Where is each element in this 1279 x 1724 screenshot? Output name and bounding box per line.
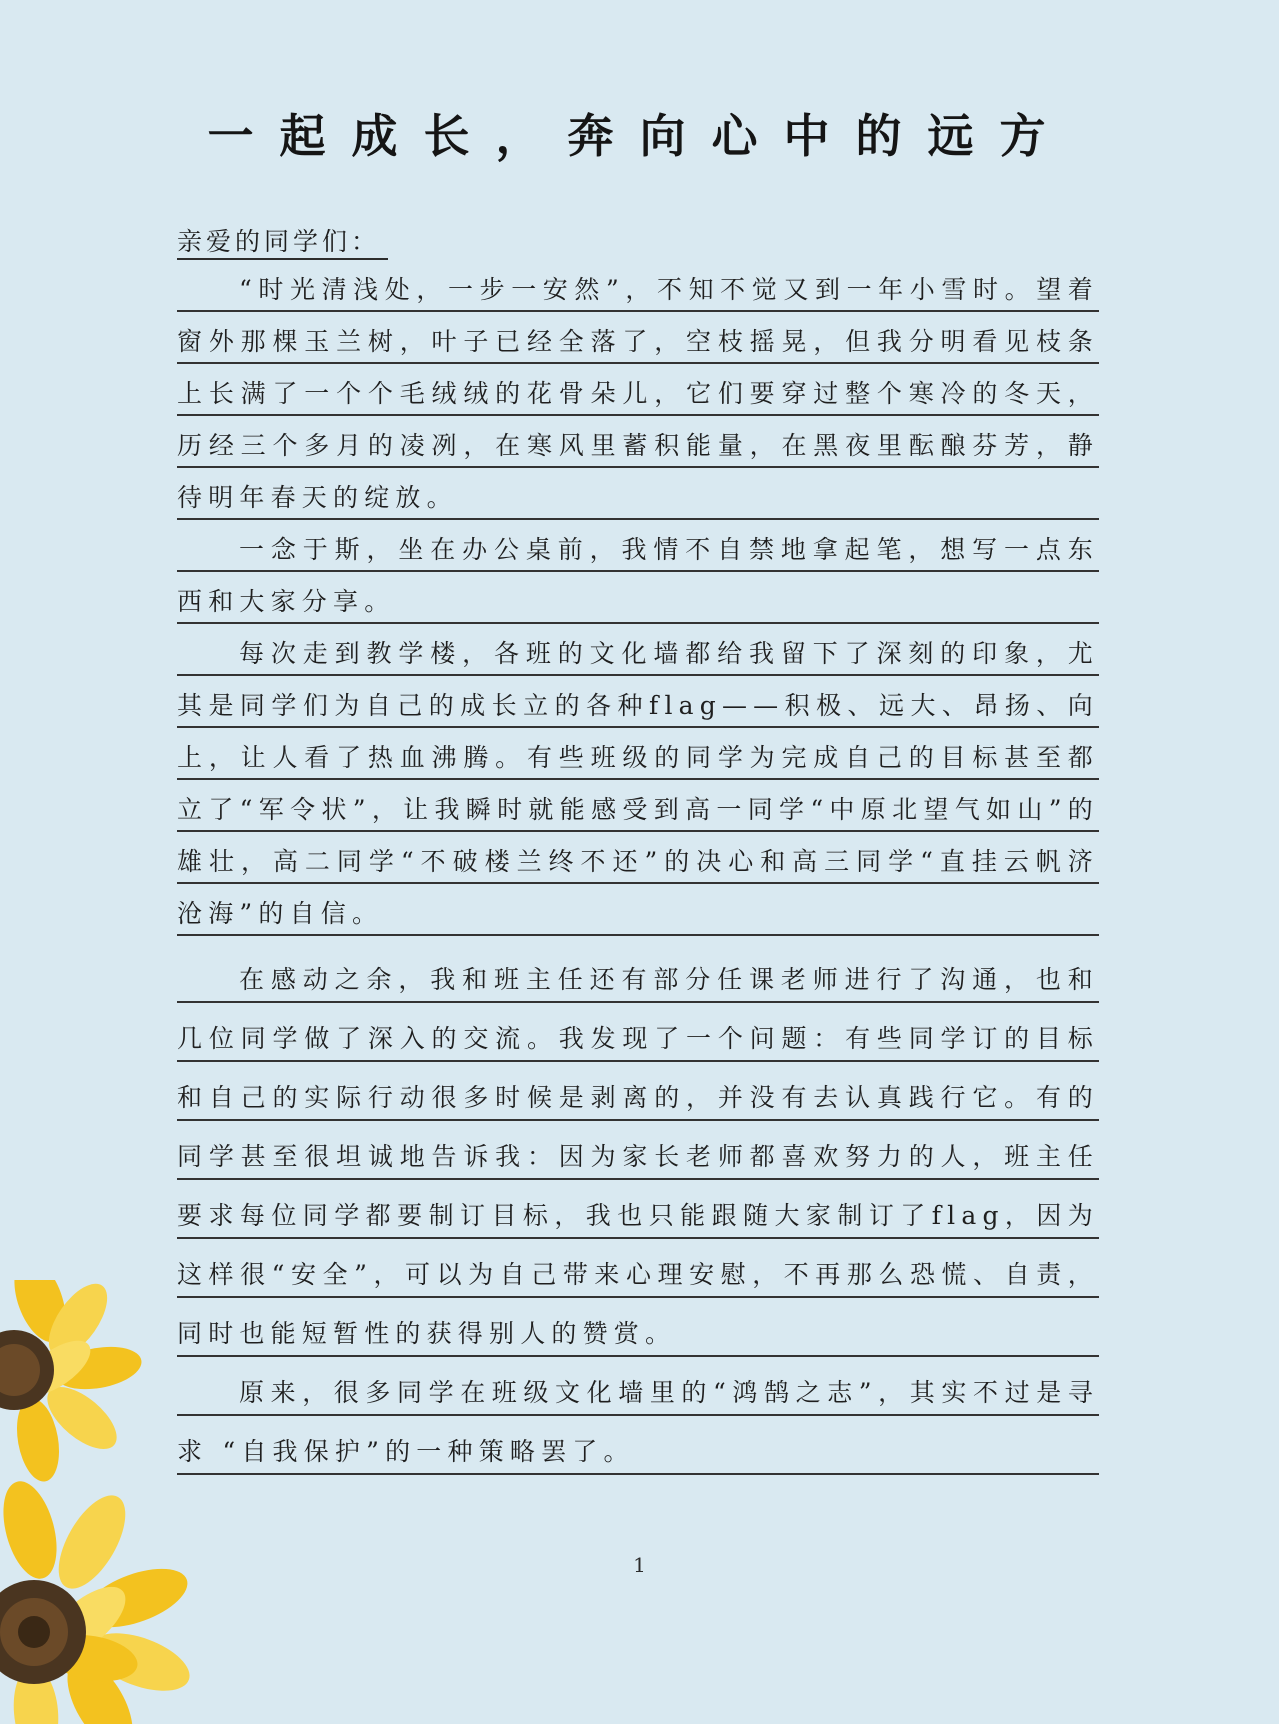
paragraph-4: 在感动之余，我和班主任还有部分任课老师进行了沟通，也和几位同学做了深入的交流。我发现了一个问题：有些同学订的目标和自己的实际行动很多时候是剥离的，并没有去认真践行它。有的同学甚至很坦诚地告诉我：因为家长老师都喜欢努力的人，班主任要求每位同学都要制订目标，我也只能跟随大家制订了flag，因为这样很“安全”，可以为自己带来心理安慰，不再那么恐慌、自责，同时也能短暂性的获得别人的赞赏。 bbox=[177, 950, 1099, 1363]
paragraph-5: 原来，很多同学在班级文化墙里的“鸿鹄之志”，其实不过是寻求 “自我保护”的一种策略罢了。 bbox=[177, 1363, 1099, 1481]
document-title: 一起成长，奔向心中的远方 bbox=[207, 109, 1072, 163]
paragraph-3: 每次走到教学楼，各班的文化墙都给我留下了深刻的印象，尤其是同学们为自己的成长立的各种flag——积极、远大、昂扬、向上，让人看了热血沸腾。有些班级的同学为完成自己的目标甚至都立了“军令状”，让我瞬时就能感受到高一同学“中原北望气如山”的雄壮，高二同学“不破楼兰终不还”的决心和高三同学“直挂云帆济沧海”的自信。 bbox=[177, 628, 1099, 940]
sunflower-bottom-icon bbox=[0, 1475, 197, 1724]
paragraph-1: “时光清浅处，一步一安然”，不知不觉又到一年小雪时。望着窗外那棵玉兰树，叶子已经全落了，空枝摇晃，但我分明看见枝条上长满了一个个毛绒绒的花骨朵儿，它们要穿过整个寒冷的冬天，历经三个多月的凌冽，在寒风里蓄积能量，在黑夜里酝酿芬芳，静待明年春天的绽放。 bbox=[177, 264, 1099, 524]
greeting: 亲爱的同学们： bbox=[177, 226, 388, 260]
letter-body bbox=[177, 226, 1099, 1481]
sunflower-icon bbox=[0, 1280, 210, 1724]
paragraph-2: 一念于斯，坐在办公桌前，我情不自禁地拿起笔，想写一点东西和大家分享。 bbox=[177, 524, 1099, 628]
page-number: 1 bbox=[633, 1553, 646, 1577]
sunflower-top-icon bbox=[0, 1280, 145, 1485]
